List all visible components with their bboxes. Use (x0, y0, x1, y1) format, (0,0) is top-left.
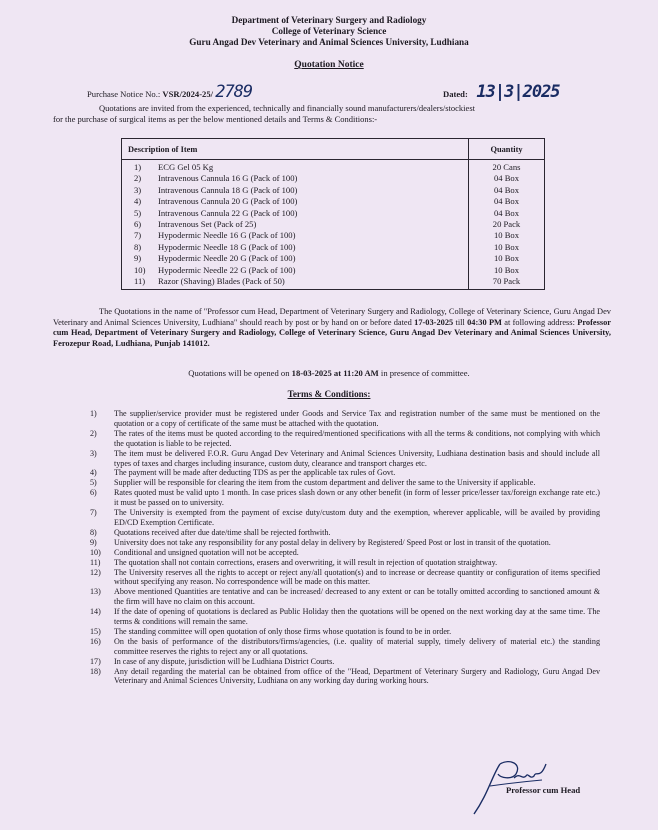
term-item (90, 657, 600, 667)
item-description: Intravenous Cannula 18 G (Pack of 100) (158, 184, 298, 195)
item-number: 9) (134, 253, 142, 264)
deadline-time: 04:30 PM (467, 317, 502, 327)
item-row (134, 219, 464, 230)
term-number: 8) (90, 527, 97, 537)
submission-address: Professor cum Head, Department of Veterinary Surgery and Radiology, College of Veterinary Science, Guru Angad Dev Veterinary and Animal Sciences University, Ferozepur Road, Ludhiana, Punjab 141012. (53, 317, 612, 348)
term-number: 11) (90, 557, 101, 567)
item-row (134, 242, 464, 253)
notice-prefix: VSR/2024-25/ (162, 89, 214, 99)
term-text: Conditional and unsigned quotation will not be accepted. (114, 547, 299, 557)
term-number: 12) (90, 567, 101, 577)
term-text: University does not take any responsibility for any postal delay in delivery by Registered/ Speed Post or lost in transit of the quotation. (114, 537, 551, 547)
item-description: Razor (Shaving) Blades (Pack of 50) (158, 275, 285, 286)
item-row (134, 265, 464, 276)
items-table (121, 138, 545, 290)
item-row (134, 173, 464, 184)
item-number: 3) (134, 184, 142, 195)
item-row (134, 208, 464, 219)
items-table-body (122, 160, 545, 290)
item-quantity: 20 Cans (492, 162, 521, 172)
term-item (90, 528, 600, 538)
item-description: Hypodermic Needle 16 G (Pack of 100) (158, 230, 296, 241)
term-item (90, 558, 600, 568)
item-quantity: 04 Box (493, 196, 520, 207)
term-item (90, 568, 600, 588)
term-item (90, 538, 600, 548)
terms-list (90, 409, 600, 686)
term-text: If the date of opening of quotations is declared as Public Holiday then the quotations will be opened on the next working day at the same time. The terms & conditions will remain the same. (114, 607, 600, 627)
item-quantity: 10 Box (493, 264, 520, 275)
term-number: 2) (90, 428, 97, 438)
term-number: 7) (90, 508, 97, 518)
term-number: 6) (90, 488, 97, 498)
item-description: ECG Gel 05 Kg (158, 162, 214, 172)
dated-label: Dated: (443, 89, 468, 99)
notice-label: Purchase Notice No.: (87, 89, 163, 99)
item-quantities (469, 160, 545, 290)
item-description: Intravenous Cannula 20 G (Pack of 100) (158, 196, 298, 207)
item-number: 2) (134, 173, 142, 184)
description-header: Description of Item (122, 139, 469, 160)
term-text: Quotations received after due date/time shall be rejected forthwith. (114, 527, 331, 537)
university-name: Guru Angad Dev Veterinary and Animal Sciences University, Ludhiana (189, 37, 469, 47)
term-number: 18) (90, 666, 101, 676)
college-name: College of Veterinary Science (271, 26, 387, 36)
item-descriptions (122, 160, 469, 290)
item-quantity: 04 Box (493, 184, 520, 195)
term-number: 10) (90, 547, 101, 557)
item-quantity: 04 Box (493, 207, 520, 218)
item-row (134, 185, 464, 196)
item-quantity: 20 Pack (492, 218, 521, 229)
term-number: 9) (90, 537, 97, 547)
term-number: 15) (90, 626, 101, 636)
term-item (90, 637, 600, 657)
term-item (90, 468, 600, 478)
term-number: 4) (90, 468, 97, 478)
term-text: The item must be delivered F.O.R. Guru Angad Dev Veterinary and Animal Sciences University, Ludhiana destination basis and should include all types of taxes and charges including insurance, custom duty, clearance and transport charges etc. (114, 448, 600, 468)
purchase-notice-number (87, 82, 252, 102)
term-text: Supplier will be responsible for clearing the item from the custom department and deliver the same to the University if applicable. (114, 478, 536, 488)
term-item (90, 409, 600, 429)
term-item (90, 548, 600, 558)
term-number: 3) (90, 448, 97, 458)
department-name: Department of Veterinary Surgery and Radiology (231, 15, 427, 25)
term-text: On the basis of performance of the distributors/firms/agencies, (i.e. quality of material supply, timely delivery of material etc.) the standing committee reserves the rights to reject any or all quotations. (114, 636, 600, 656)
term-item (90, 508, 600, 528)
item-number: 8) (134, 241, 142, 252)
quantity-header: Quantity (469, 139, 545, 160)
handwritten-notice-number: 2789 (215, 82, 253, 102)
handwritten-date: 13|3|2025 (476, 82, 560, 102)
item-number: 1) (134, 162, 142, 172)
term-number: 17) (90, 656, 101, 666)
term-item (90, 607, 600, 627)
item-number: 5) (134, 207, 142, 218)
item-number: 6) (134, 218, 142, 229)
term-number: 13) (90, 587, 101, 597)
terms-title: Terms & Conditions: (287, 389, 371, 399)
item-number: 11) (134, 275, 146, 286)
item-quantity: 70 Pack (492, 275, 521, 286)
notice-date (443, 82, 560, 102)
term-text: The University reserves all the rights to accept or reject any/all quotation(s) and to increase or decrease quantity or configuration of items specified without specifying any reason. No correspondence will be made on this matter. (114, 567, 600, 587)
intro-paragraph (53, 103, 613, 125)
item-description: Hypodermic Needle 22 G (Pack of 100) (158, 264, 296, 275)
intro-line-1: Quotations are invited from the experienced, technically and financially sound manufacturers/dealers/stockiest (99, 103, 475, 113)
opening-line (0, 368, 658, 378)
term-item (90, 667, 600, 687)
term-text: Above mentioned Quantities are tentative and can be increased/ decreased to any extent or can be totally omitted according to sanctioned amount & the firm will have no claim on this account. (114, 587, 600, 607)
item-description: Hypodermic Needle 20 G (Pack of 100) (158, 253, 296, 264)
term-text: The quotation shall not contain corrections, erasers and overwriting, it will result in rejection of quotation straightway. (114, 557, 498, 567)
document-title: Quotation Notice (294, 60, 364, 70)
term-number: 1) (90, 409, 97, 418)
submission-paragraph (53, 307, 611, 349)
term-item (90, 627, 600, 637)
term-item (90, 587, 600, 607)
item-quantity: 10 Box (493, 253, 520, 264)
term-text: The payment will be made after deducting TDS as per the applicable tax rules of Govt. (114, 468, 396, 478)
item-row (134, 196, 464, 207)
signatory-title: Professor cum Head (506, 785, 581, 795)
item-quantity: 04 Box (493, 173, 520, 184)
term-text: In case of any dispute, jurisdiction will be Ludhiana District Courts. (114, 656, 335, 666)
deadline-date: 17-03-2025 (414, 317, 454, 327)
item-quantity: 10 Box (493, 241, 520, 252)
item-description: Hypodermic Needle 18 G (Pack of 100) (158, 241, 296, 252)
term-item (90, 429, 600, 449)
term-number: 5) (90, 478, 97, 488)
item-row (134, 253, 464, 264)
item-row (134, 162, 464, 173)
opening-text-1: Quotations will be opened on (188, 368, 292, 378)
opening-date-time: 18-03-2025 at 11:20 AM (291, 368, 379, 378)
item-quantity: 10 Box (493, 230, 520, 241)
term-text: Rates quoted must be valid upto 1 month. In case prices slash down or any other benefit (in form of lesser price/lesser tax/foreign exchange rate etc.) it must be passed on to university. (114, 488, 600, 508)
term-text: The standing committee will open quotation of only those firms whose quotation is found to be in order. (114, 626, 452, 636)
item-number: 10) (134, 264, 146, 275)
item-description: Intravenous Set (Pack of 25) (158, 218, 257, 229)
items-table-header (122, 139, 545, 160)
submission-text-3: at following address: (501, 317, 578, 327)
term-text: The supplier/service provider must be registered under Goods and Service Tax and registration number of the same must be mentioned on the quotation or a copy of certificate of the same must be attached with the quotation. (114, 409, 600, 428)
intro-line-2: for the purchase of surgical items as per the below mentioned details and Terms & Conditions:- (53, 114, 378, 124)
term-text: Any detail regarding the material can be obtained from office of the "Head, Department of Veterinary Surgery and Radiology, Guru Angad Dev Veterinary and Animal Sciences University, Ludhiana on any working day during working hours. (114, 666, 600, 686)
term-text: The rates of the items must be quoted according to the required/mentioned specifications with all the terms & conditions, not complying with which the quotation is liable to be rejected. (114, 428, 600, 448)
term-item (90, 478, 600, 488)
opening-text-2: in presence of committee. (378, 368, 470, 378)
item-description: Intravenous Cannula 22 G (Pack of 100) (158, 207, 298, 218)
term-number: 16) (90, 636, 101, 646)
item-number: 7) (134, 230, 142, 241)
item-number: 4) (134, 196, 142, 207)
term-item (90, 488, 600, 508)
term-number: 14) (90, 607, 101, 617)
term-text: The University is exempted from the payment of excise duty/custom duty and the exemption, wherever applicable, will be availed by providing ED/CD Exemption Certificate. (114, 508, 600, 527)
term-item (90, 449, 600, 469)
submission-text-1: The Quotations in the name of "Professor cum Head, Department of Veterinary Surgery and Radiology, College of Veterinary Science, Guru Angad Dev Veterinary and Animal Sciences University, Ludhiana" should reach by post or by hand on or before dated (53, 307, 611, 327)
item-description: Intravenous Cannula 16 G (Pack of 100) (158, 173, 298, 184)
submission-text-2: till (453, 317, 468, 327)
item-row (134, 230, 464, 241)
item-row (134, 276, 464, 287)
